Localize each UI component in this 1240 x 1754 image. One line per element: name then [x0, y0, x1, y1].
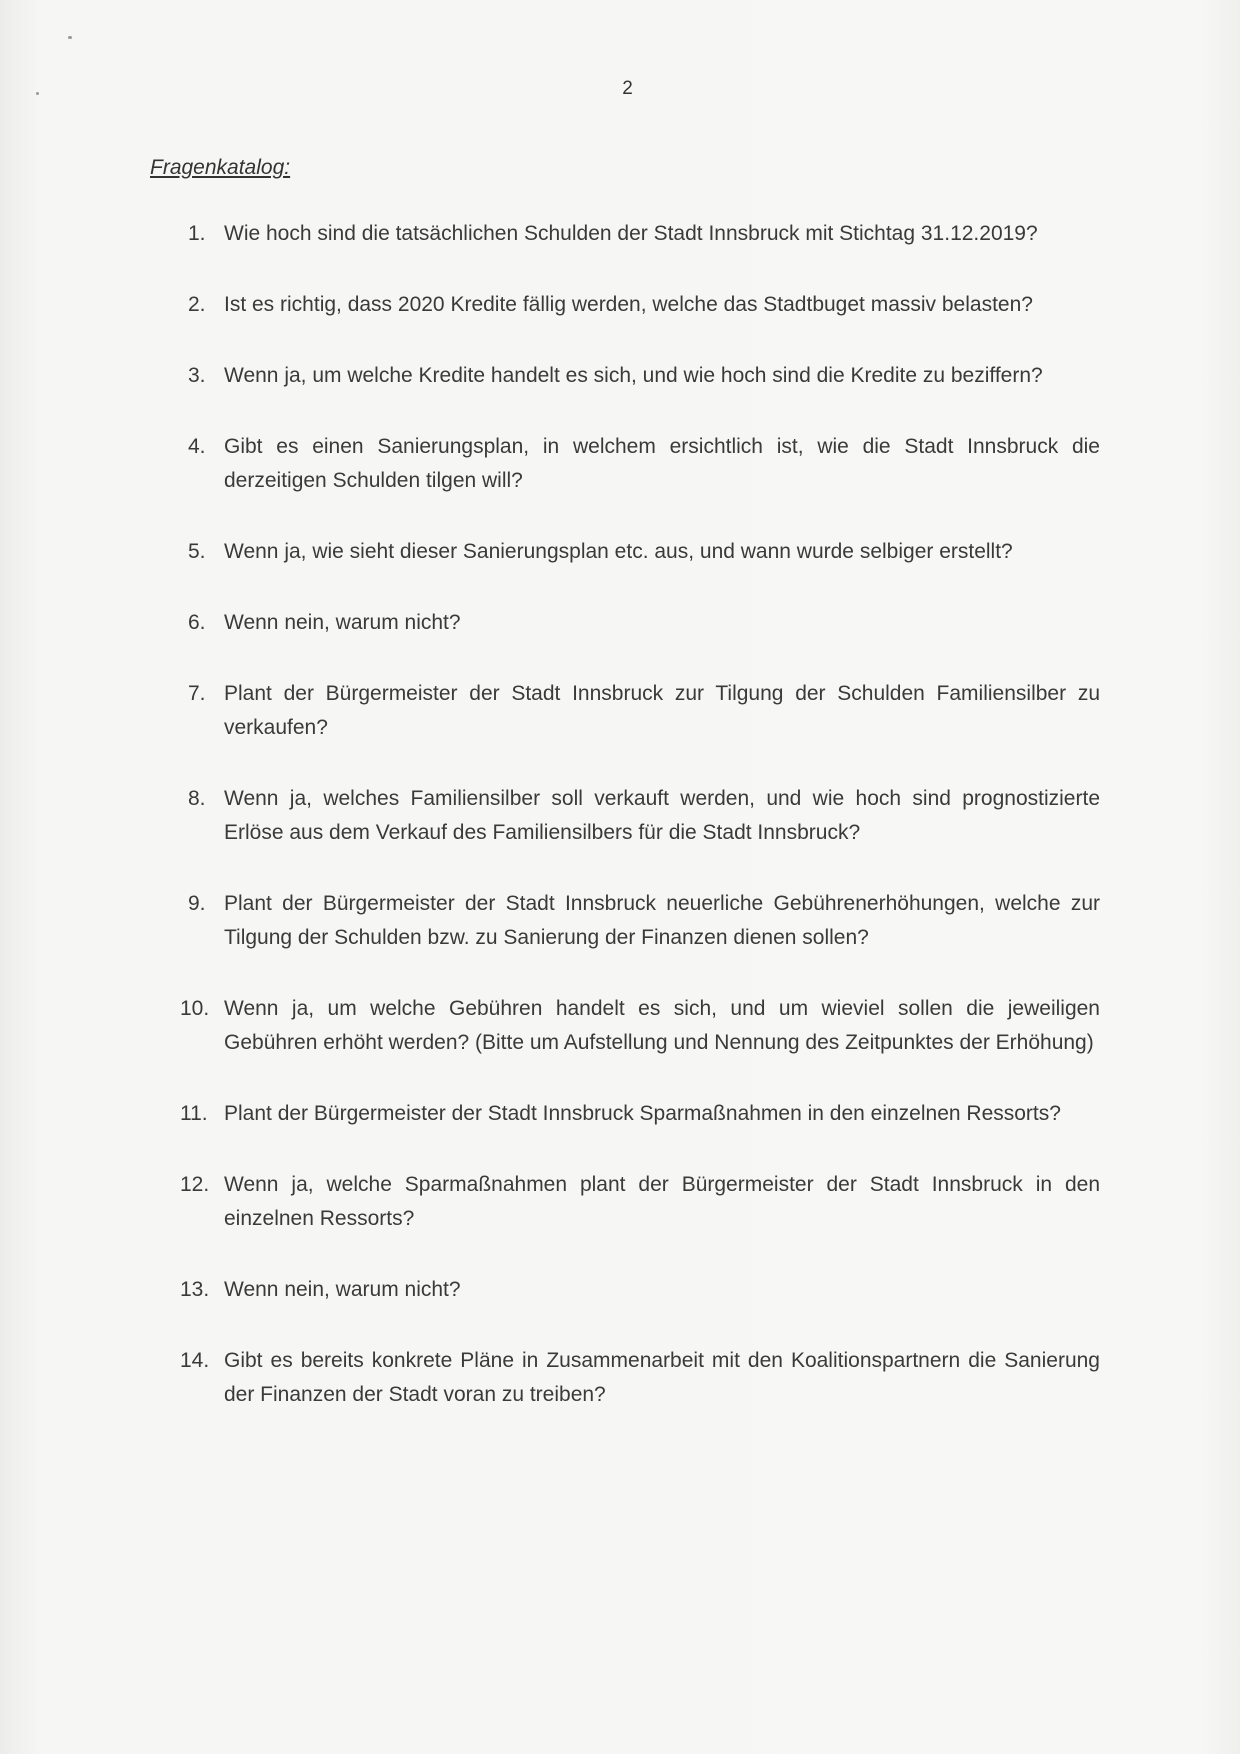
item-text: Gibt es einen Sanierungsplan, in welchem ersichtlich ist, wie die Stadt Innsbruck die derzeitigen Schulden tilgen will? — [224, 435, 1100, 492]
item-text: Wenn ja, um welche Gebühren handelt es sich, und um wieviel sollen die jeweiligen Gebühren erhöht werden? (Bitte um Aufstellung und Nennung des Zeitpunktes der Erhöhung) — [224, 997, 1100, 1054]
list-item — [180, 1168, 1100, 1236]
list-item — [180, 217, 1100, 251]
item-number: 3. — [188, 364, 206, 387]
item-number: 10. — [180, 997, 210, 1020]
item-number: 6. — [188, 611, 206, 634]
item-number: 4. — [188, 435, 206, 458]
item-text: Wenn ja, welches Familiensilber soll verkauft werden, und wie hoch sind prognostizierte Erlöse aus dem Verkauf des Familiensilbers für die Stadt Innsbruck? — [224, 787, 1100, 844]
item-text: Wenn nein, warum nicht? — [224, 1278, 461, 1301]
item-text: Wenn ja, wie sieht dieser Sanierungsplan etc. aus, und wann wurde selbiger erstellt? — [224, 540, 1013, 563]
item-text: Wenn ja, welche Sparmaßnahmen plant der Bürgermeister der Stadt Innsbruck in den einzelnen Ressorts? — [224, 1173, 1100, 1230]
item-text: Plant der Bürgermeister der Stadt Innsbruck neuerliche Gebührenerhöhungen, welche zur Tilgung der Schulden bzw. zu Sanierung der Finanzen dienen sollen? — [224, 892, 1100, 949]
item-number: 7. — [188, 682, 206, 705]
question-list — [180, 217, 1100, 1449]
item-text: Wenn nein, warum nicht? — [224, 611, 461, 634]
item-number: 12. — [180, 1173, 210, 1196]
list-item — [180, 606, 1100, 640]
list-item — [180, 1273, 1100, 1307]
list-item — [180, 992, 1100, 1060]
list-item — [180, 359, 1100, 393]
item-number: 14. — [180, 1349, 210, 1372]
list-item — [180, 677, 1100, 745]
item-text: Plant der Bürgermeister der Stadt Innsbruck Sparmaßnahmen in den einzelnen Ressorts? — [224, 1102, 1061, 1125]
item-number: 11. — [180, 1102, 208, 1125]
item-number: 8. — [188, 787, 206, 810]
item-number: 1. — [188, 222, 206, 245]
page-title: Fragenkatalog: — [150, 156, 291, 179]
page-number: 2 — [622, 78, 633, 99]
list-item — [180, 430, 1100, 498]
item-text: Wenn ja, um welche Kredite handelt es sich, und wie hoch sind die Kredite zu beziffern? — [224, 364, 1043, 387]
list-item — [180, 1344, 1100, 1412]
item-number: 5. — [188, 540, 206, 563]
scan-speck — [68, 36, 72, 39]
item-text: Plant der Bürgermeister der Stadt Innsbruck zur Tilgung der Schulden Familiensilber zu verkaufen? — [224, 682, 1100, 739]
list-item — [180, 535, 1100, 569]
list-item — [180, 782, 1100, 850]
list-item — [180, 288, 1100, 322]
item-text: Ist es richtig, dass 2020 Kredite fällig werden, welche das Stadtbuget massiv belasten? — [224, 293, 1033, 316]
list-item — [180, 887, 1100, 955]
item-number: 2. — [188, 293, 206, 316]
item-number: 13. — [180, 1278, 210, 1301]
item-number: 9. — [188, 892, 206, 915]
item-text: Gibt es bereits konkrete Pläne in Zusammenarbeit mit den Koalitionspartnern die Sanierung der Finanzen der Stadt voran zu treiben? — [224, 1349, 1100, 1406]
list-item — [180, 1097, 1100, 1131]
item-text: Wie hoch sind die tatsächlichen Schulden der Stadt Innsbruck mit Stichtag 31.12.2019? — [224, 222, 1038, 245]
